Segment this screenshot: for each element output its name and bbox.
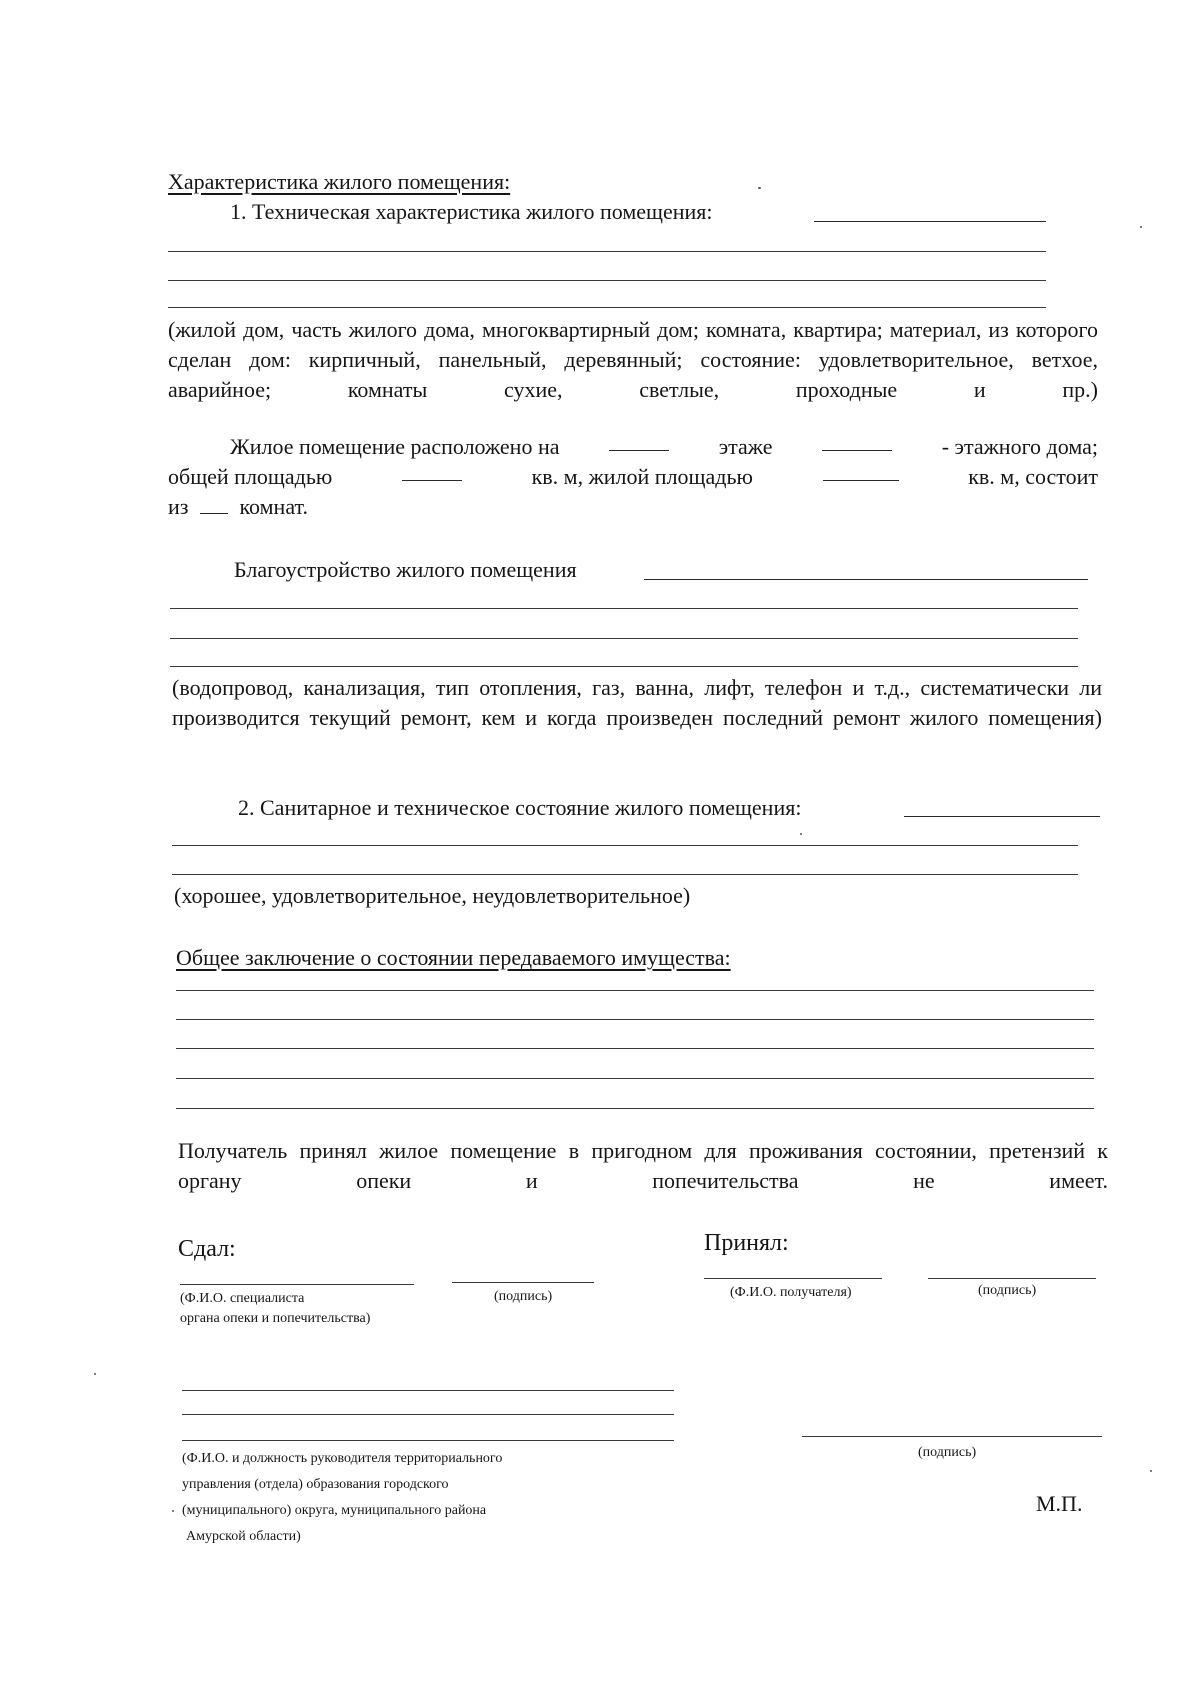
recipient-signature-caption: (подпись) <box>978 1283 1037 1298</box>
location-paragraph <box>168 432 1098 522</box>
head-caption-3: (муниципального) округа, муниципального района <box>182 1503 487 1518</box>
location-text-3: - этажного дома; <box>941 434 1098 459</box>
section2-line-3[interactable] <box>172 874 1078 875</box>
conclusion-line-5[interactable] <box>176 1108 1094 1109</box>
head-caption-4: Амурской области) <box>186 1529 301 1544</box>
stamp-placeholder: М.П. <box>1036 1491 1083 1516</box>
scan-speck <box>94 1373 96 1375</box>
scan-speck <box>800 833 802 835</box>
scan-speck <box>758 187 761 189</box>
specialist-signature-caption: (подпись) <box>494 1289 553 1304</box>
section2-hint: (хорошее, удовлетворительное, неудовлетворительное) <box>174 883 691 908</box>
conclusion-heading: Общее заключение о состоянии передаваемого имущества: <box>176 945 731 970</box>
conclusion-line-1[interactable] <box>176 990 1094 991</box>
section1-line-3[interactable] <box>168 280 1046 281</box>
location-row-2 <box>168 462 1098 492</box>
head-signature-caption: (подпись) <box>918 1445 977 1460</box>
head-signature-line[interactable] <box>802 1436 1102 1437</box>
head-caption-1: (Ф.И.О. и должность руководителя территориального <box>182 1451 503 1466</box>
total-area-field[interactable] <box>402 462 462 481</box>
specialist-signature-line[interactable] <box>452 1282 594 1283</box>
location-text-7: из <box>168 494 189 519</box>
conclusion-line-3[interactable] <box>176 1048 1094 1049</box>
specialist-caption-2: органа опеки и попечительства) <box>180 1311 371 1326</box>
specialist-caption-1: (Ф.И.О. специалиста <box>180 1291 305 1306</box>
floors-total-field[interactable] <box>822 432 892 451</box>
amenities-line-4[interactable] <box>170 666 1078 667</box>
acceptance-statement: Получатель принял жилое помещение в пригодном для проживания состоянии, претензий к органу опеки и попечительства не имеет. <box>178 1138 1108 1193</box>
gave-label: Сдал: <box>178 1236 236 1262</box>
amenities-hint: (водопровод, канализация, тип отопления, газ, ванна, лифт, телефон и т.д., систематически ли производится текущий ремонт, кем и когда произведен последний ремонт жилого помещения) <box>172 675 1102 730</box>
section1-label: 1. Техническая характеристика жилого помещения: <box>230 199 713 224</box>
location-text-4: общей площадью <box>168 464 333 489</box>
section2-label: 2. Санитарное и техническое состояние жилого помещения: <box>238 795 802 820</box>
amenities-label: Благоустройство жилого помещения <box>234 557 577 582</box>
location-text-5: кв. м, жилой площадью <box>531 464 753 489</box>
location-text-1: Жилое помещение расположено на <box>230 434 560 459</box>
conclusion-line-4[interactable] <box>176 1078 1094 1079</box>
recipient-signature-line[interactable] <box>928 1278 1096 1279</box>
floor-field[interactable] <box>609 432 669 451</box>
section1-fill-line[interactable] <box>814 221 1046 222</box>
recipient-name-line[interactable] <box>704 1278 882 1279</box>
scan-speck <box>1140 226 1142 228</box>
location-row-1 <box>168 432 1098 462</box>
section2-line-2[interactable] <box>172 845 1078 846</box>
amenities-fill-line[interactable] <box>644 579 1088 580</box>
scan-speck <box>172 1510 174 1512</box>
recipient-caption: (Ф.И.О. получателя) <box>730 1285 852 1300</box>
location-text-6: кв. м, состоит <box>968 464 1098 489</box>
conclusion-line-2[interactable] <box>176 1019 1094 1020</box>
scan-speck <box>1150 1470 1152 1472</box>
section1-line-2[interactable] <box>168 251 1046 252</box>
head-line-1[interactable] <box>182 1390 674 1391</box>
head-caption-2: управления (отдела) образования городского <box>182 1477 449 1492</box>
location-text-8: комнат. <box>239 494 308 519</box>
living-area-field[interactable] <box>823 462 899 481</box>
amenities-line-3[interactable] <box>170 638 1078 639</box>
head-line-3[interactable] <box>182 1440 674 1441</box>
head-line-2[interactable] <box>182 1414 674 1415</box>
section1-hint: (жилой дом, часть жилого дома, многоквартирный дом; комната, квартира; материал, из которого сделан дом: кирпичный, панельный, деревянный; состояние: удовлетворительное, ветхое, аварийное; комнаты сухие, светлые, проходные и пр.) <box>168 317 1098 402</box>
location-row-3 <box>168 492 1098 522</box>
received-label: Принял: <box>704 1230 789 1256</box>
section-heading: Характеристика жилого помещения: <box>168 169 511 194</box>
location-text-2: этаже <box>718 434 773 459</box>
specialist-name-line[interactable] <box>180 1284 414 1285</box>
amenities-line-2[interactable] <box>170 608 1078 609</box>
section1-line-4[interactable] <box>168 307 1046 308</box>
rooms-count-field[interactable] <box>200 495 228 514</box>
section2-fill-line[interactable] <box>904 816 1100 817</box>
